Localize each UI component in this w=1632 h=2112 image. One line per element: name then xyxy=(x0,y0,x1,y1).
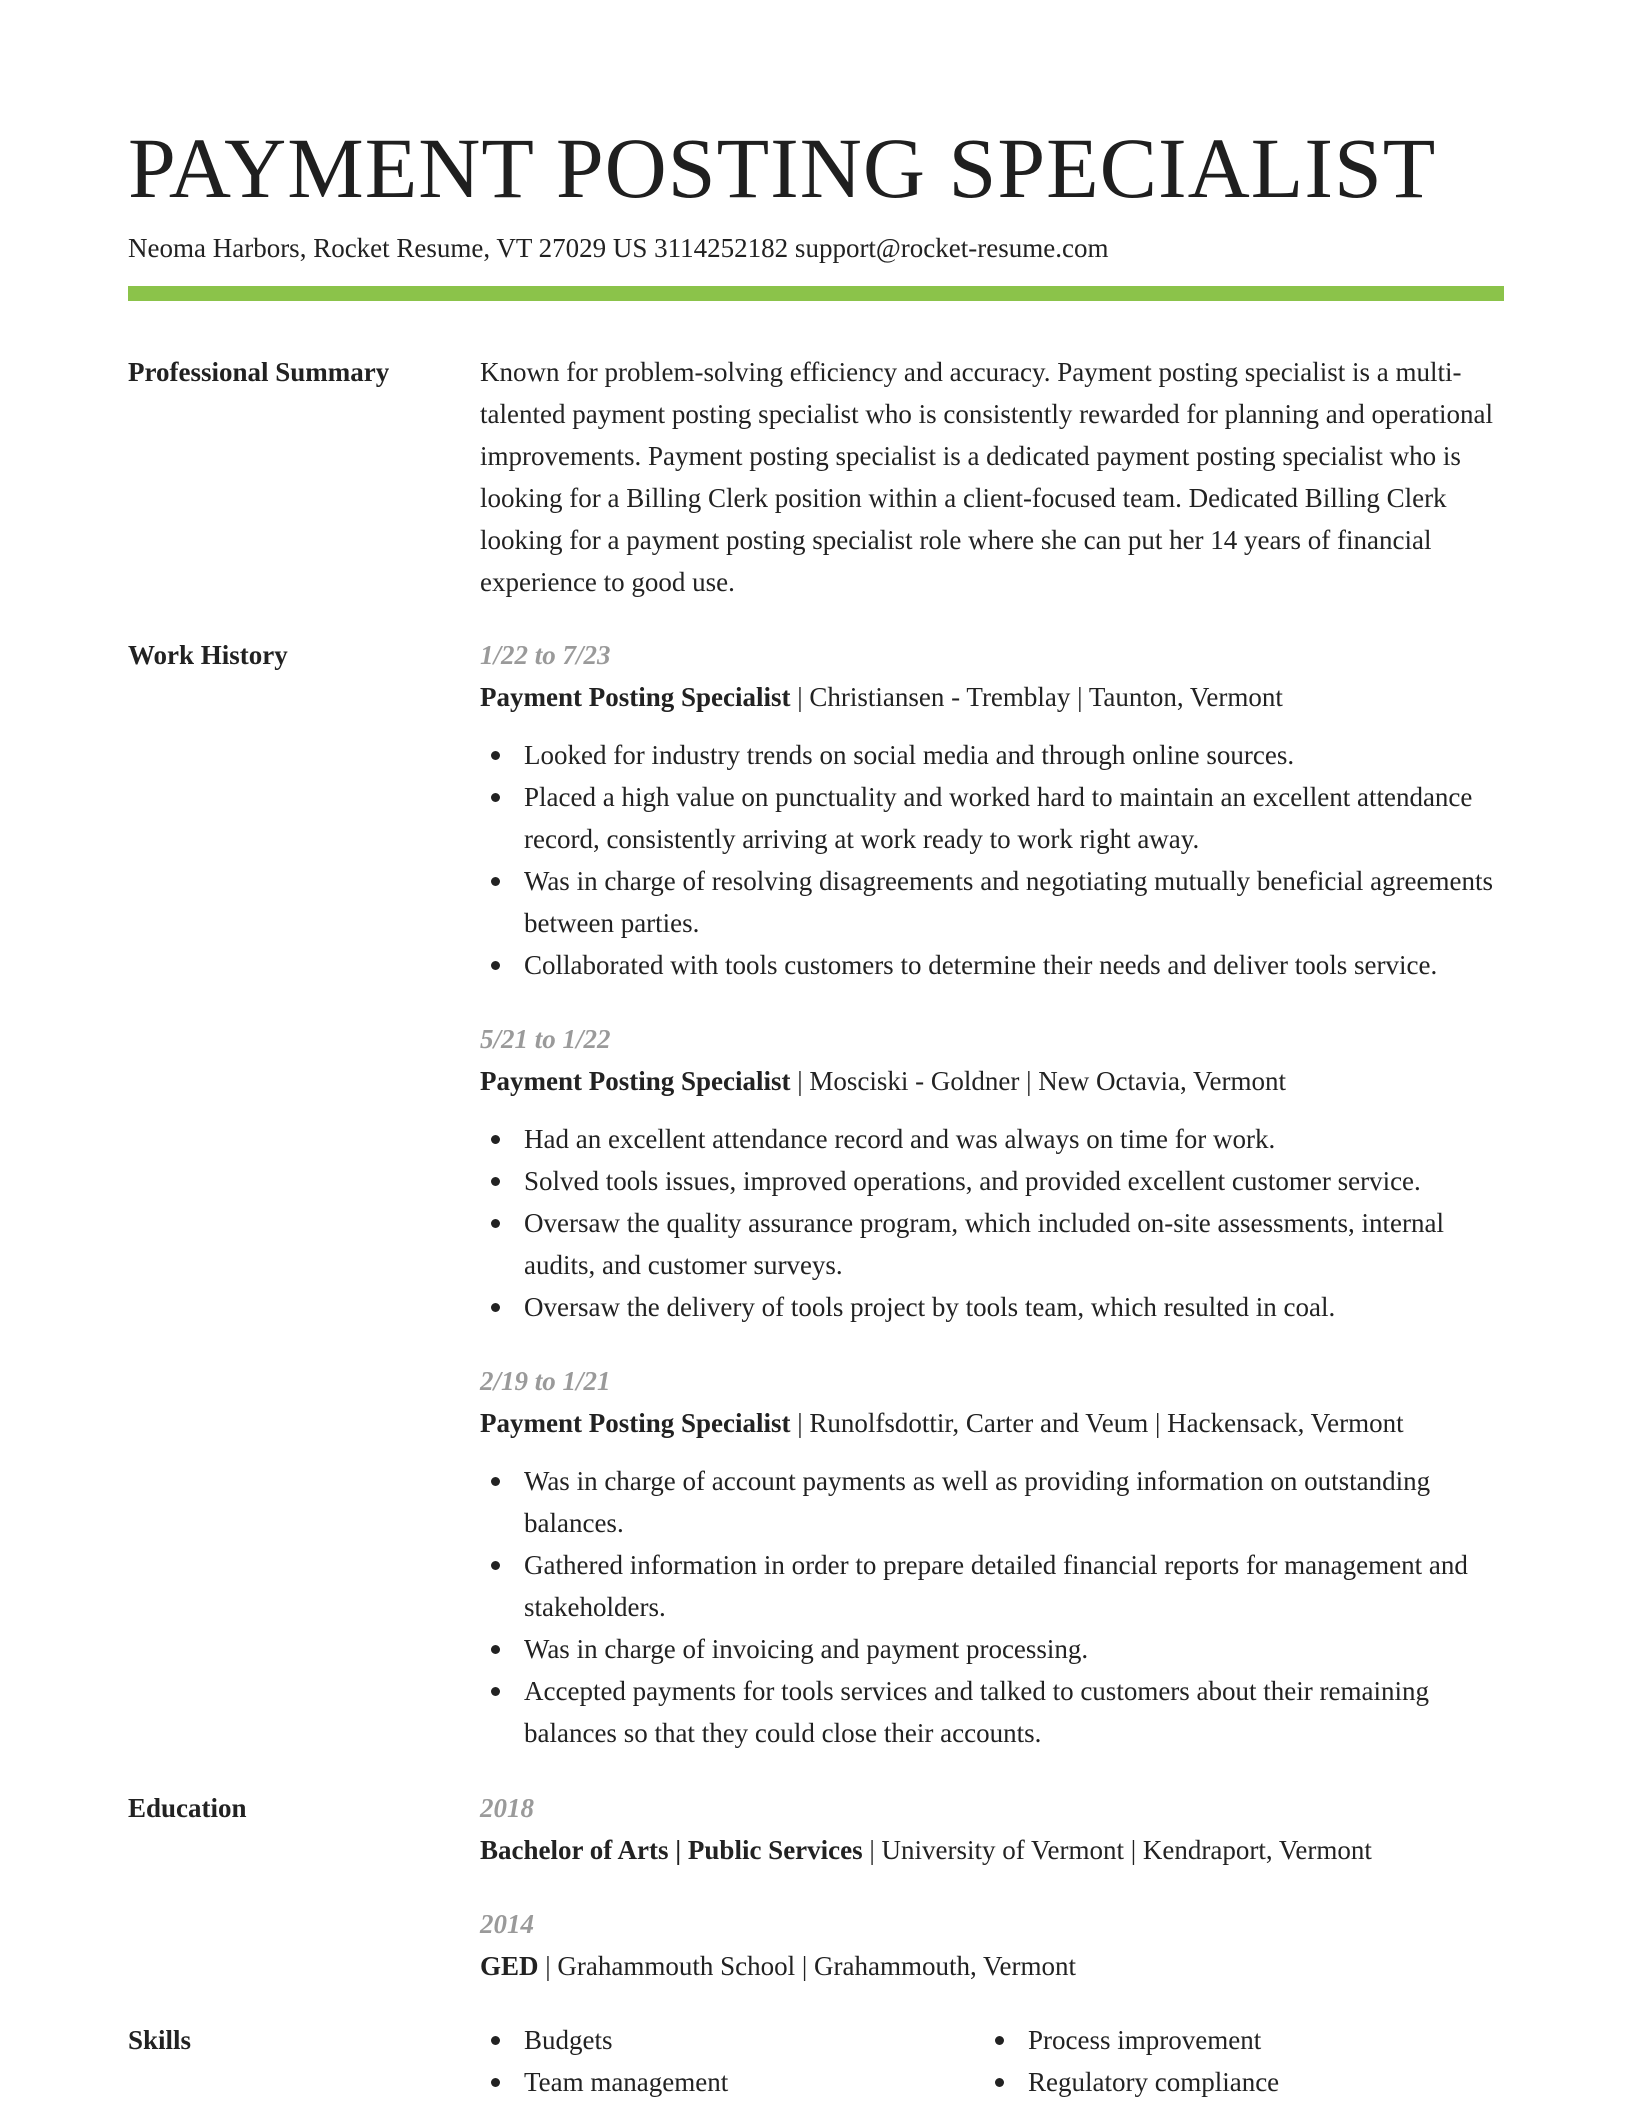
bullet-item: Collaborated with tools customers to determine their needs and deliver tools service. xyxy=(524,944,1504,986)
education-year: 2018 xyxy=(480,1793,534,1823)
education-details: | University of Vermont | Kendraport, Vermont xyxy=(862,1835,1372,1865)
job-entry xyxy=(480,1360,1504,1754)
summary-text: Known for problem-solving efficiency and accuracy. Payment posting specialist is a multi-talented payment posting specialist who is consistently rewarded for planning and operational improvements. Payment posting specialist is a dedicated payment posting specialist who is looking for a Billing Clerk position within a client-focused team. Dedicated Billing Clerk looking for a payment posting specialist role where she can put her 14 years of financial experience to good use. xyxy=(480,357,1493,597)
education-line xyxy=(480,1945,1504,1987)
skill-item: Regulatory compliance xyxy=(1028,2061,1464,2103)
job-title: Payment Posting Specialist xyxy=(480,682,791,712)
skill-item: Budgets xyxy=(524,2019,960,2061)
work-history-heading: Work History xyxy=(128,640,288,670)
skills-heading: Skills xyxy=(128,2025,192,2055)
education-entry xyxy=(480,1787,1504,1871)
education-entry xyxy=(480,1903,1504,1987)
job-title-line xyxy=(480,676,1504,718)
skills-column-right xyxy=(984,2019,1464,2103)
bullet-item: Was in charge of resolving disagreements and negotiating mutually beneficial agreements between parties. xyxy=(524,860,1504,944)
summary-section xyxy=(480,351,1504,603)
job-title: Payment Posting Specialist xyxy=(480,1408,791,1438)
education-heading: Education xyxy=(128,1793,247,1823)
bullet-item: Had an excellent attendance record and was always on time for work. xyxy=(524,1118,1504,1160)
header-divider xyxy=(128,286,1504,301)
job-dates: 1/22 to 7/23 xyxy=(480,640,611,670)
job-bullets xyxy=(480,734,1504,986)
job-entry xyxy=(480,634,1504,986)
bullet-item: Was in charge of account payments as well as providing information on outstanding balances. xyxy=(524,1460,1504,1544)
skill-item: Process improvement xyxy=(1028,2019,1464,2061)
bullet-item: Placed a high value on punctuality and worked hard to maintain an excellent attendance record, consistently arriving at work ready to work right away. xyxy=(524,776,1504,860)
summary-heading: Professional Summary xyxy=(128,357,390,387)
skills-list xyxy=(984,2019,1464,2103)
job-dates: 5/21 to 1/22 xyxy=(480,1024,611,1054)
skills-list xyxy=(480,2019,960,2103)
job-details: | Runolfsdottir, Carter and Veum | Hackensack, Vermont xyxy=(790,1408,1404,1438)
job-dates: 2/19 to 1/21 xyxy=(480,1366,611,1396)
education-degree: GED xyxy=(480,1951,539,1981)
job-entry xyxy=(480,1018,1504,1328)
contact-line: Neoma Harbors, Rocket Resume, VT 27029 US 3114252182 support@rocket-resume.com xyxy=(128,233,1109,263)
job-bullets xyxy=(480,1460,1504,1754)
bullet-item: Oversaw the quality assurance program, which included on-site assessments, internal audits, and customer surveys. xyxy=(524,1202,1504,1286)
bullet-item: Oversaw the delivery of tools project by tools team, which resulted in coal. xyxy=(524,1286,1504,1328)
education-degree: Bachelor of Arts | Public Services xyxy=(480,1835,863,1865)
bullet-item: Solved tools issues, improved operations, and provided excellent customer service. xyxy=(524,1160,1504,1202)
job-details: | Mosciski - Goldner | New Octavia, Vermont xyxy=(790,1066,1286,1096)
bullet-item: Gathered information in order to prepare detailed financial reports for management and stakeholders. xyxy=(524,1544,1504,1628)
skill-item: Team management xyxy=(524,2061,960,2103)
job-title-line xyxy=(480,1060,1504,1102)
resume-title: PAYMENT POSTING SPECIALIST xyxy=(128,120,1437,216)
education-line xyxy=(480,1829,1504,1871)
education-year: 2014 xyxy=(480,1909,534,1939)
job-title-line xyxy=(480,1402,1504,1444)
job-title: Payment Posting Specialist xyxy=(480,1066,791,1096)
bullet-item: Was in charge of invoicing and payment processing. xyxy=(524,1628,1504,1670)
education-details: | Grahammouth School | Grahammouth, Vermont xyxy=(538,1951,1076,1981)
bullet-item: Accepted payments for tools services and talked to customers about their remaining balances so that they could close their accounts. xyxy=(524,1670,1504,1754)
bullet-item: Looked for industry trends on social media and through online sources. xyxy=(524,734,1504,776)
job-bullets xyxy=(480,1118,1504,1328)
skills-column-left xyxy=(480,2019,960,2103)
job-details: | Christiansen - Tremblay | Taunton, Vermont xyxy=(790,682,1283,712)
